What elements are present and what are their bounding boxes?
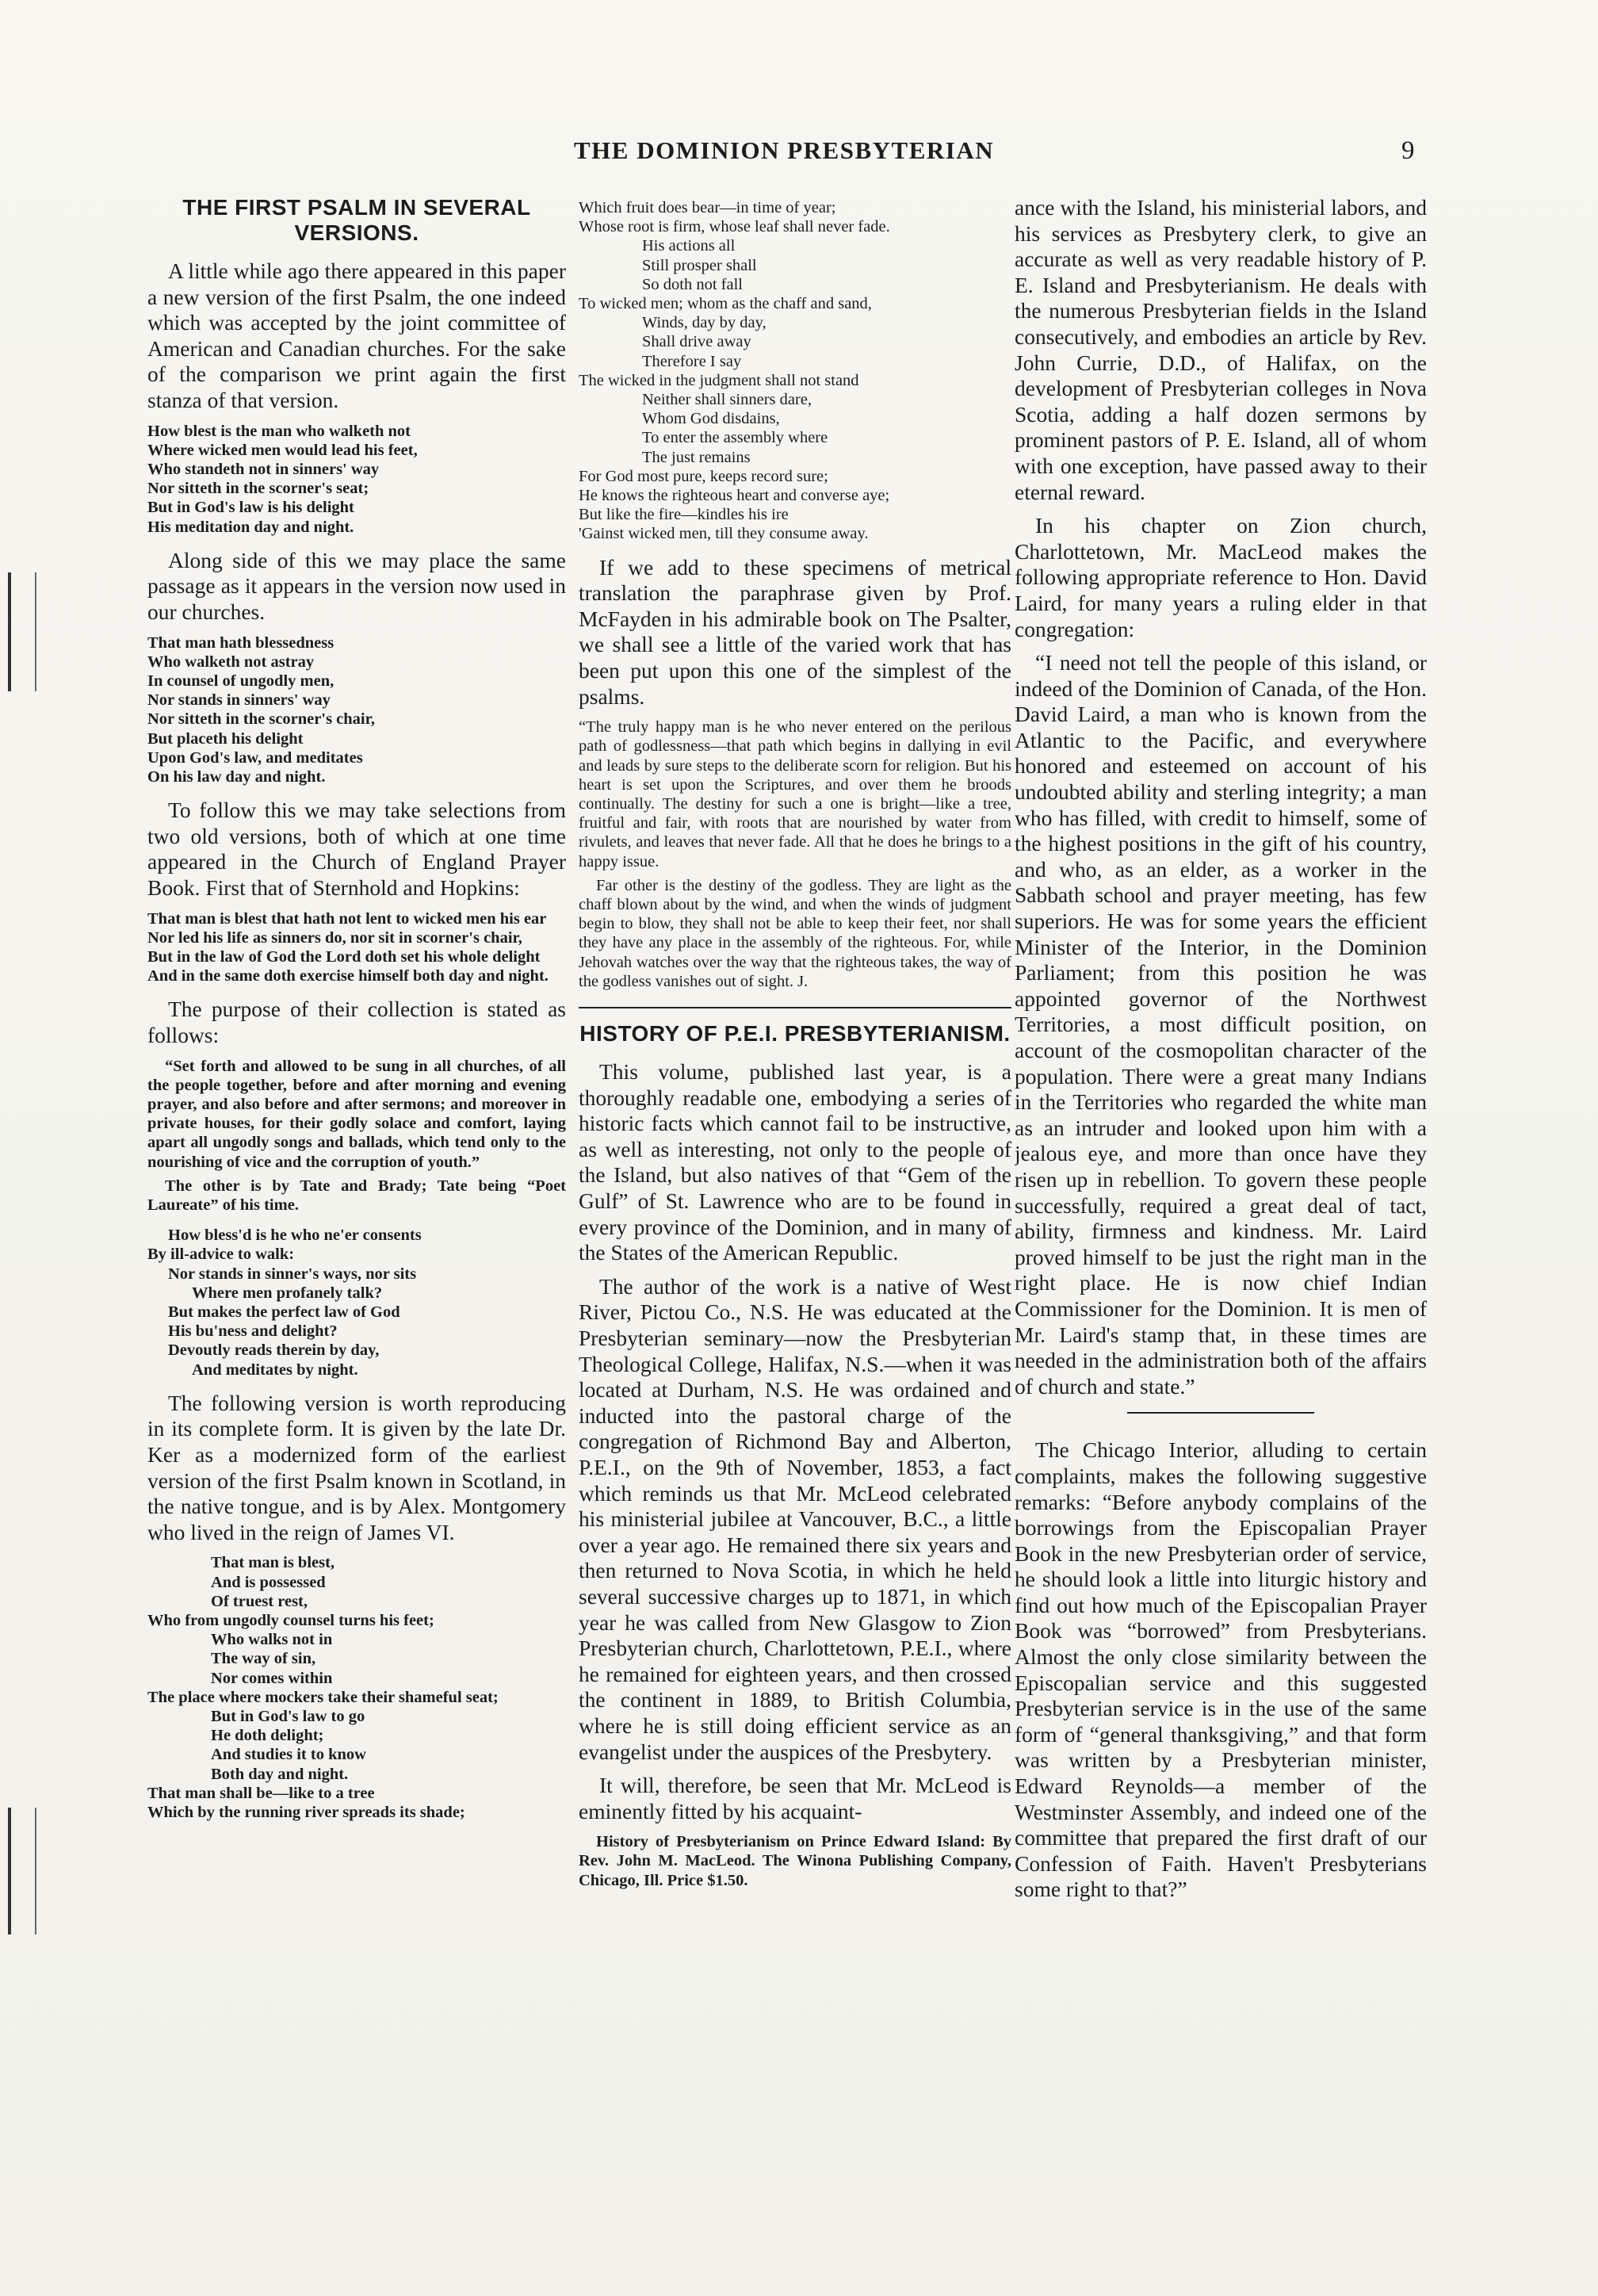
article-heading-first-psalm: THE FIRST PSALM IN SEVERAL VERSIONS. — [182, 195, 531, 245]
verse-line: He knows the righteous heart and converse aye; — [579, 487, 890, 505]
verse-line: How blest is the man who walketh not — [147, 422, 411, 440]
verse-line: Whom God disdains, — [642, 410, 780, 428]
verse-block — [147, 1226, 566, 1380]
verse-line: But in God's law is his delight — [147, 499, 354, 517]
section-divider — [579, 1007, 1011, 1008]
verse-line: On his law day and night. — [147, 767, 326, 786]
verse-line: That man is blest, — [211, 1554, 335, 1572]
quotation: Far other is the destiny of the godless. They are light as the chaff blown about by the wind, and when the winds of judgment begin to blow, they shall not be able to keep their feet, nor shall they have any place in the assembly of the righteous. For, while Jehovah watches over the way that the righteous takes, the way of the godless vanishes out of sight. J. — [579, 876, 1011, 990]
verse-line: Still prosper shall — [642, 256, 757, 274]
verse-line: In counsel of ungodly men, — [147, 672, 335, 690]
verse-line: His meditation day and night. — [147, 518, 354, 536]
verse-line: So doth not fall — [642, 275, 743, 293]
paragraph: The purpose of their collection is stated as follows: — [147, 997, 566, 1047]
paragraph: Along side of this we may place the same passage as it appears in the version now used in our churches. — [147, 547, 566, 624]
verse-block — [147, 909, 566, 986]
verse-line: Of truest rest, — [211, 1592, 308, 1610]
verse-line: The just remains — [642, 448, 751, 466]
verse-block — [579, 198, 1011, 544]
verse-line: 'Gainst wicked men, till they consume away. — [579, 525, 869, 543]
column-left — [147, 195, 566, 2241]
quotation: “Set forth and allowed to be sung in all churches, of all the people together, before and after morning and evening prayer, and also before and after sermons; and moreover in private houses, for their godly solace and comfort, laying apart all ungodly songs and ballads, which tend only to the nourishing of vice and the corruption of youth.” — [147, 1057, 566, 1171]
verse-line: Where wicked men would lead his feet, — [147, 441, 418, 459]
column-middle — [579, 195, 1011, 2241]
paragraph: The following version is worth reproducing in its complete form. It is given by the late Dr. Ker as a modernized form of the earliest version of the first Psalm known in Scotland, in the native tongue, and is by Alex. Montgomery who lived in the reign of James VI. — [147, 1390, 566, 1544]
paragraph: To follow this we may take selections from two old versions, both of which at one time appeared in the Church of England Prayer Book. First that of Sternhold and Hopkins: — [147, 798, 566, 900]
paragraph: If we add to these specimens of metrical translation the paraphrase given by Prof. McFayden in his admirable book on The Psalter, we shall see a little of the varied work that has been put upon this one of the simplest of the psalms. — [579, 554, 1011, 709]
verse-line: Nor stands in sinners' way — [147, 691, 331, 710]
paragraph: This volume, published last year, is a thoroughly readable one, embodying a series of historic facts which cannot fail to be instructive, as well as interesting, not only to the people of the Island, but also natives of that “Gem of the Gulf” of St. Lawrence who are to be found in every province of the Dominion, and in many of the States of the American Republic. — [579, 1059, 1011, 1265]
verse-line: By ill-advice to walk: — [147, 1246, 295, 1264]
verse-line: Nor sitteth in the scorner's seat; — [147, 480, 369, 498]
verse-line: And meditates by night. — [192, 1360, 358, 1379]
verse-line: The way of sin, — [211, 1650, 316, 1668]
verse-line: Therefore I say — [642, 352, 742, 370]
paragraph: The author of the work is a native of West River, Pictou Co., N.S. He was educated at the Presbyterian seminary—now the Presbyterian Theological College, Halifax, N.S.—when it was located at Durham, N.S. He was ordained and inducted into the pastoral charge of the congregation of Richmond Bay and Alberton, P.E.I., on the 9th of November, 1853, a fact which reminds us that Mr. McLeod celebrated his ministerial jubilee at Vancouver, B.C., a little over a year ago. He remained there six years and then returned to Nova Scotia, in which he held several successive charges up to 1871, in which year he was called from New Glasgow to Zion Presbyterian church, Charlottetown, P.E.I., where he remained for eighteen years, and then crossed the continent in 1889, to British Columbia, where he is still doing efficient service as an evangelist under the auspices of the Presbytery. — [579, 1273, 1011, 1764]
verse-line: That man hath blessedness — [147, 633, 335, 652]
verse-line: That man is blest that hath not lent to wicked men his ear — [147, 909, 547, 928]
verse-line: Who walketh not astray — [147, 652, 315, 671]
verse-block — [147, 422, 566, 537]
paragraph: In his chapter on Zion church, Charlottetown, Mr. MacLeod makes the following appropriate reference to Hon. David Laird, for many years a ruling elder in that congregation: — [1015, 513, 1427, 641]
verse-line: His bu'ness and delight? — [168, 1322, 338, 1341]
paragraph: ance with the Island, his ministerial labors, and his services as Presbytery clerk, to give an accurate as well as very readable history of P. E. Island and Presbyterianism. He deals with the numerous Presbyterian fields in the Island consecutively, and embodies an article by Rev. John Currie, D.D., of Halifax, on the development of Presbyterian colleges in Nova Scotia, adding a half dozen sermons by prominent pastors of P. E. Island, all of whom with one exception, have passed away to their eternal reward. — [1015, 195, 1427, 504]
verse-line: Upon God's law, and meditates — [147, 748, 363, 767]
verse-line: And is possessed — [211, 1573, 326, 1591]
verse-line: Who standeth not in sinners' way — [147, 460, 380, 478]
verse-line: Which fruit does bear—in time of year; — [579, 199, 836, 216]
verse-line: But like the fire—kindles his ire — [579, 506, 789, 524]
binding-mark-bottom — [8, 1808, 36, 1934]
running-header — [0, 136, 1598, 184]
verse-line: The wicked in the judgment shall not stand — [579, 371, 859, 389]
verse-line: Devoutly reads therein by day, — [168, 1341, 380, 1360]
paragraph: The Chicago Interior, alluding to certain complaints, makes the following suggestive remarks: “Before anybody complains of the borrowings from the Episcopalian Prayer Book in the new Presbyterian order of service, he should look a little into liturgic history and find out how much of the Episcopalian Prayer Book was “borrowed” from Presbyterians. Almost the only close similarity between the Episcopalian service and this suggested Presbyterian service is in the use of the same form of “general thanksgiving,” and that form was written by a Presbyterian minister, Edward Reynolds—a member of the Westminster Assembly, and indeed one of the committee that prepared the first draft of our Confession of Faith. Haven't Presbyterians some right to that?” — [1015, 1437, 1427, 1902]
verse-line: Nor stands in sinner's ways, nor sits — [168, 1265, 417, 1283]
verse-line: How bless'd is he who ne'er consents — [168, 1226, 422, 1245]
verse-line: Where men profanely talk? — [192, 1284, 383, 1302]
verse-line: But in the law of God the Lord doth set his whole delight — [147, 947, 541, 966]
verse-line: Winds, day by day, — [642, 314, 767, 332]
section-divider — [1127, 1412, 1314, 1414]
verse-line: Both day and night. — [211, 1765, 349, 1783]
verse-line: Nor sitteth in the scorner's chair, — [147, 710, 375, 729]
quotation: “The truly happy man is he who never entered on the perilous path of godlessness—that path which begins in dallying in evil and leads by sure steps to the deliberate scorn for religion. But his heart is set upon the Scriptures, and over them he broods continually. The destiny for such a one is bright—like a tree, fruitful and fair, with roots that are nourished by water from rivulets, and leaves that never fade. All that he does he brings to a happy issue. — [579, 718, 1011, 871]
paragraph: The other is by Tate and Brady; Tate being “Poet Laureate” of his time. — [147, 1177, 566, 1214]
verse-line: Which by the running river spreads its shade; — [147, 1804, 465, 1822]
verse-line: Nor comes within — [211, 1669, 333, 1687]
page-number: 9 — [1401, 136, 1415, 165]
verse-line: Nor led his life as sinners do, nor sit in scorner's chair, — [147, 928, 522, 947]
verse-line: Who walks not in — [211, 1631, 333, 1649]
verse-line: Who from ungodly counsel turns his feet; — [147, 1611, 434, 1629]
verse-block — [147, 633, 566, 787]
verse-line: But placeth his delight — [147, 729, 304, 748]
verse-line: And studies it to know — [211, 1746, 366, 1764]
binding-mark-top — [8, 572, 36, 691]
paragraph: It will, therefore, be seen that Mr. McLeod is eminently fitted by his acquaint- — [579, 1773, 1011, 1823]
verse-block — [147, 1553, 566, 1822]
verse-line: He doth delight; — [211, 1727, 324, 1745]
verse-line: To wicked men; whom as the chaff and sand, — [579, 295, 872, 313]
article-heading-pei-history: HISTORY OF P.E.I. PRESBYTERIANISM. — [579, 1021, 1011, 1047]
publication-title: THE DOMINION PRESBYTERIAN — [574, 136, 995, 164]
verse-line: That man shall be—like to a tree — [147, 1784, 375, 1802]
verse-line: To enter the assembly where — [642, 429, 828, 447]
footnote: History of Presbyterianism on Prince Edward Island: By Rev. John M. MacLeod. The Winona Publishing Company, Chicago, Ill. Price $1.50. — [579, 1833, 1011, 1889]
verse-line: And in the same doth exercise himself both day and night. — [147, 967, 549, 985]
paragraph: A little while ago there appeared in this paper a new version of the first Psalm, the one indeed which was accepted by the joint committee of American and Canadian churches. For the sake of the comparison we print again the first stanza of that version. — [147, 258, 566, 412]
verse-line: But in God's law to go — [211, 1708, 365, 1725]
verse-line: Neither shall sinners dare, — [642, 391, 812, 409]
verse-line: His actions all — [642, 237, 736, 255]
column-right — [1015, 195, 1427, 2241]
verse-line: But makes the perfect law of God — [168, 1303, 400, 1321]
quotation: “I need not tell the people of this island, or indeed of the Dominion of Canada, of the Hon. David Laird, a man who is known from the Atlantic to the Pacific, and everywhere honored and esteemed on account of his undoubted ability and sterling integrity; a man who has filled, with credit to himself, some of the highest positions in the gift of his country, and who, as an elder, as a worker in the Sabbath school and prayer meeting, has few superiors. He was for some years the efficient Minister of the Interior, in the Dominion Parliament; from this position he was appointed governor of the Northwest Territories, a most difficult position, on account of the cosmopolitan character of the population. There were a great many Indians in the Territories who regarded the white man as an intruder and looked upon him with a jealous eye, and more than once have they risen up in rebellion. To govern these people successfully, required a great deal of tact, ability, firmness and kindness. Mr. Laird proved himself to be just the right man in the right place. He is now chief Indian Commissioner for the Dominion. It is men of Mr. Laird's stamp that, in these times are needed in the administration both of the affairs of church and state.” — [1015, 650, 1427, 1399]
verse-line: Whose root is firm, whose leaf shall never fade. — [579, 218, 890, 236]
verse-line: For God most pure, keeps record sure; — [579, 467, 828, 485]
verse-line: Shall drive away — [642, 333, 751, 351]
verse-line: The place where mockers take their shameful seat; — [147, 1688, 499, 1706]
